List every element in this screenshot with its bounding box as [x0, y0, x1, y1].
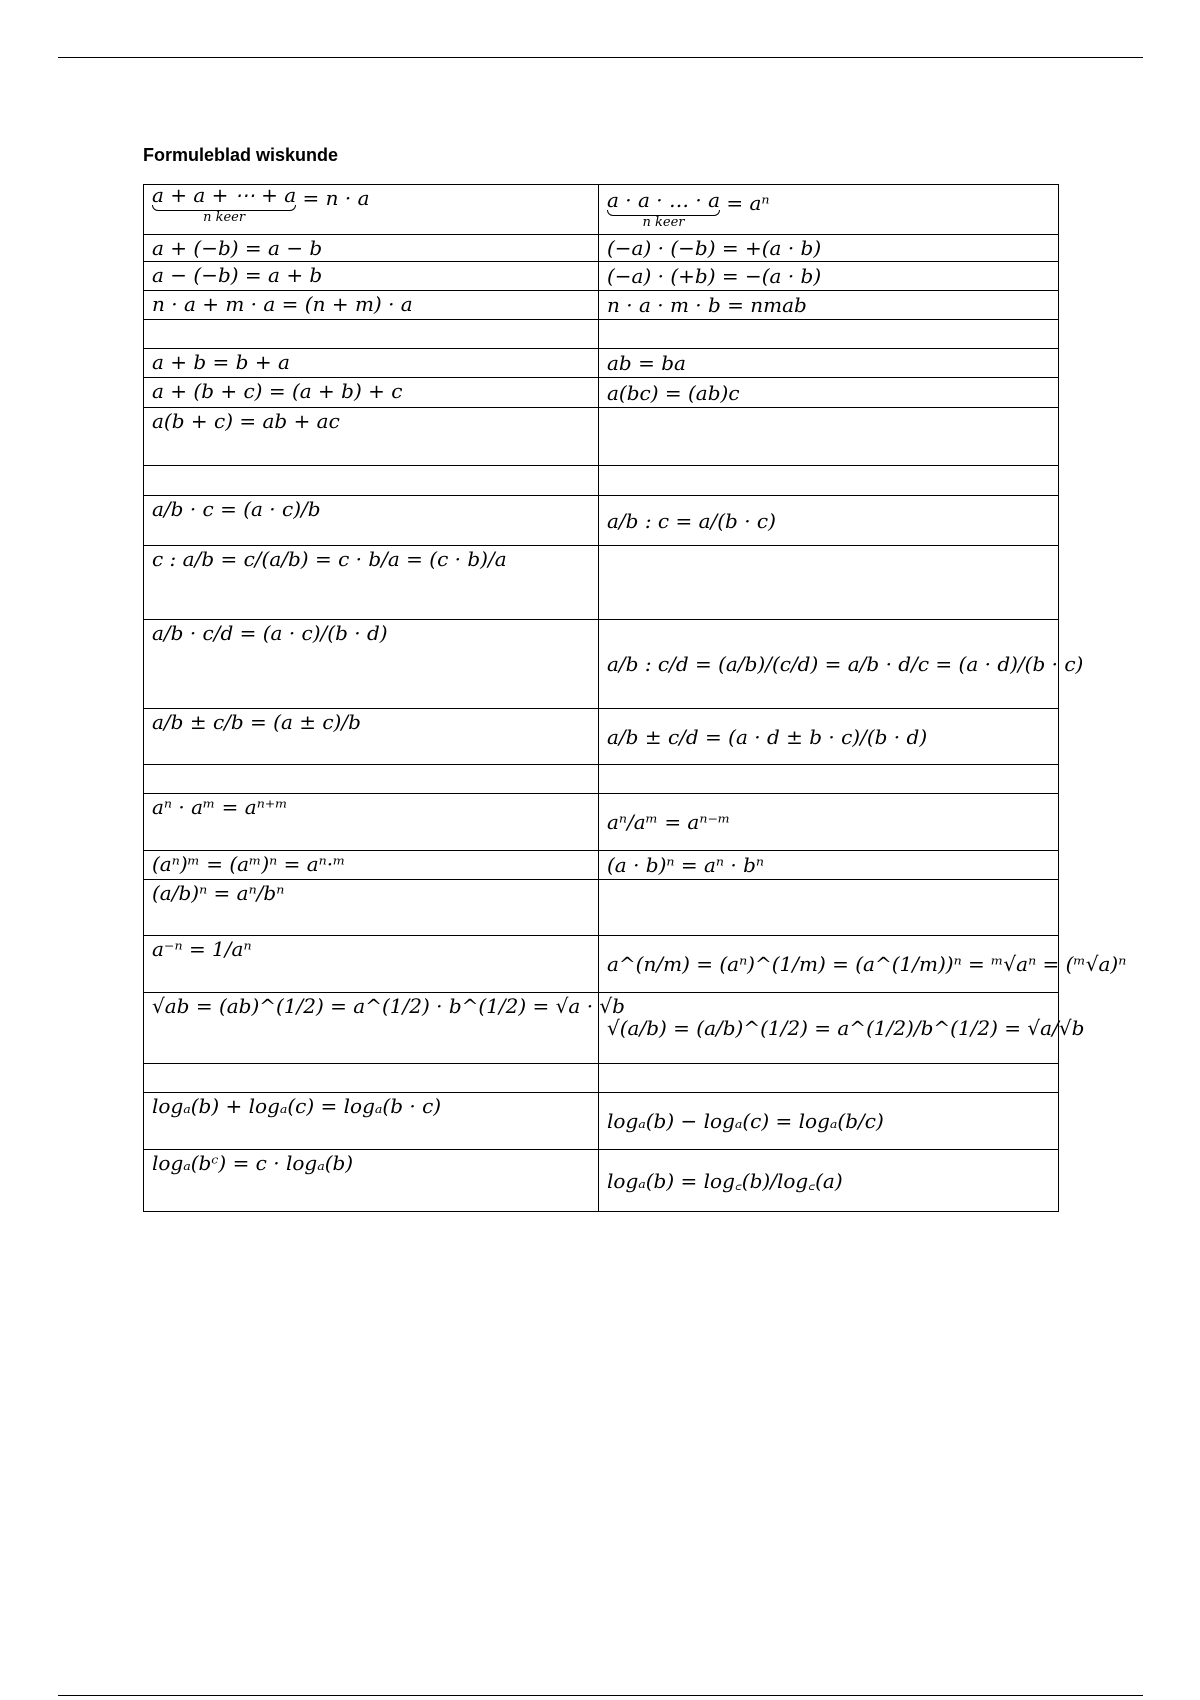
formula-text: logₐ(b) − logₐ(c) = logₐ(b/c): [607, 1109, 884, 1133]
formula-text: (−a) · (+b) = −(a · b): [607, 264, 822, 288]
formula-text: a/b : c = a/(b · c): [607, 508, 776, 533]
formula-text: a/b · c/d = (a · c)/(b · d): [152, 621, 388, 645]
formula-text: ab = ba: [607, 351, 686, 375]
formula-cell-right: [599, 378, 1059, 408]
formula-text: logₐ(b) + logₐ(c) = logₐ(b · c): [152, 1094, 442, 1118]
formula-text: a − (−b) = a + b: [152, 263, 323, 287]
formula-cell-right: [599, 466, 1059, 496]
formula-row: [144, 320, 1059, 349]
formula-text: √ab = (ab)^(1/2) = a^(1/2) · b^(1/2) = √a · √b: [152, 994, 625, 1018]
formula-cell-right: [599, 235, 1059, 262]
formula-row: [144, 794, 1059, 851]
formula-row: [144, 378, 1059, 408]
formula-row: [144, 709, 1059, 765]
formula-cell-left: [144, 320, 599, 349]
formula-text: a^(n/m) = (aⁿ)^(1/m) = (a^(1/m))ⁿ = ᵐ√aⁿ = (ᵐ√a)ⁿ: [607, 952, 1127, 976]
formula-row: [144, 765, 1059, 794]
formula-cell-left: [144, 185, 599, 235]
formula-row: [144, 291, 1059, 320]
formula-row: [144, 496, 1059, 546]
formula-cell-left: [144, 794, 599, 851]
formula-cell-right: [599, 880, 1059, 936]
formula-row: [144, 235, 1059, 262]
formula-text: (a/b)ⁿ = aⁿ/bⁿ: [152, 881, 285, 905]
formula-cell-right: [599, 936, 1127, 993]
formula-text: a(b + c) = ab + ac: [152, 409, 340, 433]
formula-row: [144, 851, 1059, 880]
formula-cell-right: [599, 1150, 1059, 1212]
formula-row: [144, 1064, 1059, 1093]
formula-cell-left: [144, 851, 599, 880]
formula-text: a/b : c/d = (a/b)/(c/d) = a/b · d/c = (a · d)/(b · c): [607, 652, 1084, 676]
formula-cell-left: [144, 880, 599, 936]
formula-row: [144, 880, 1059, 936]
underbrace-label: n keer: [642, 214, 685, 230]
formula-text: a(bc) = (ab)c: [607, 380, 740, 405]
formula-cell-right: [599, 320, 1059, 349]
formula-cell-right: [599, 1064, 1059, 1093]
formula-text: logₐ(bᶜ) = c · logₐ(b): [152, 1151, 354, 1175]
formula-cell-right: [599, 851, 1059, 880]
formula-text: logₐ(b) = log꜀(b)/log꜀(a): [607, 1168, 843, 1193]
formula-text: a + b = b + a: [152, 350, 290, 374]
header-rule: [58, 57, 1143, 58]
formula-cell-right: [599, 349, 1059, 378]
formula-cell-left: [144, 546, 599, 620]
formula-cell-left: [144, 466, 599, 496]
formula-cell-right: [599, 546, 1059, 620]
formula-text: (aⁿ)ᵐ = (aᵐ)ⁿ = aⁿ·ᵐ: [152, 852, 346, 876]
formula-row: [144, 546, 1059, 620]
page-title: Formuleblad wiskunde: [143, 145, 339, 165]
formula-text: aⁿ/aᵐ = aⁿ⁻ᵐ: [607, 810, 731, 834]
formula-cell-right: [599, 185, 1059, 235]
formula-cell-left: [144, 936, 599, 993]
formula-cell-right: [599, 291, 1059, 320]
formula-cell-left: [144, 620, 599, 709]
footer-rule: [58, 1695, 1143, 1696]
formula-cell-right: [599, 262, 1059, 291]
formula-text: (a · b)ⁿ = aⁿ · bⁿ: [607, 853, 764, 877]
formula-text: aⁿ · aᵐ = aⁿ⁺ᵐ: [152, 795, 288, 819]
formula-text: n · a · m · b = nmab: [607, 293, 807, 317]
formula-row: [144, 262, 1059, 291]
formula-text: a/b · c = (a · c)/b: [152, 497, 321, 521]
formula-cell-left: [144, 709, 599, 765]
formula-row: [144, 349, 1059, 378]
formula-row: [144, 936, 1059, 993]
formula-text: √(a/b) = (a/b)^(1/2) = a^(1/2)/b^(1/2) = √a/√b: [607, 1016, 1085, 1040]
formula-cell-right: [599, 496, 1059, 546]
formula-cell-left: [144, 378, 599, 408]
formula-cell-left: [144, 1064, 599, 1093]
formula-cell-left: [144, 496, 599, 546]
formula-row: [144, 408, 1059, 466]
formula-cell-right: [599, 794, 1059, 851]
formula-text: a/b ± c/b = (a ± c)/b: [152, 710, 361, 734]
formula-cell-right: [599, 709, 1059, 765]
formula-cell-left: [144, 765, 599, 794]
formula-cell-right: [599, 765, 1059, 794]
formula-text: a + a + ⋯ + a n keer = n · a: [152, 183, 370, 225]
formula-cell-left: [144, 235, 599, 262]
formula-cell-right: [599, 1093, 1059, 1150]
formula-table: [143, 183, 1127, 1212]
formula-row: [144, 185, 1059, 235]
formula-row: [144, 1150, 1059, 1212]
formula-cell-left: [144, 1150, 599, 1212]
formula-text: c : a/b = c/(a/b) = c · b/a = (c · b)/a: [152, 547, 507, 571]
formula-cell-left: [144, 349, 599, 378]
formula-cell-left: [144, 408, 599, 466]
formula-text: a + (−b) = a − b: [152, 236, 323, 260]
formula-text: a⁻ⁿ = 1/aⁿ: [152, 937, 252, 961]
formula-cell-right: [599, 408, 1059, 466]
formula-cell-left: [144, 993, 625, 1064]
formula-row: [144, 466, 1059, 496]
formula-cell-left: [144, 291, 599, 320]
formula-text: a + (b + c) = (a + b) + c: [152, 379, 403, 403]
formula-row: [144, 620, 1059, 709]
formula-text: a · a · … · a n keer = aⁿ: [607, 187, 770, 230]
underbrace-label: n keer: [203, 210, 246, 225]
formula-cell-right: [599, 620, 1084, 709]
formula-cell-right: [599, 993, 1085, 1064]
formula-text: a/b ± c/d = (a · d ± b · c)/(b · d): [607, 724, 928, 749]
formula-row: [144, 993, 1059, 1064]
formula-cell-left: [144, 262, 599, 291]
formula-row: [144, 1093, 1059, 1150]
formula-cell-left: [144, 1093, 599, 1150]
formula-text: (−a) · (−b) = +(a · b): [607, 236, 822, 260]
formula-text: n · a + m · a = (n + m) · a: [152, 292, 413, 316]
